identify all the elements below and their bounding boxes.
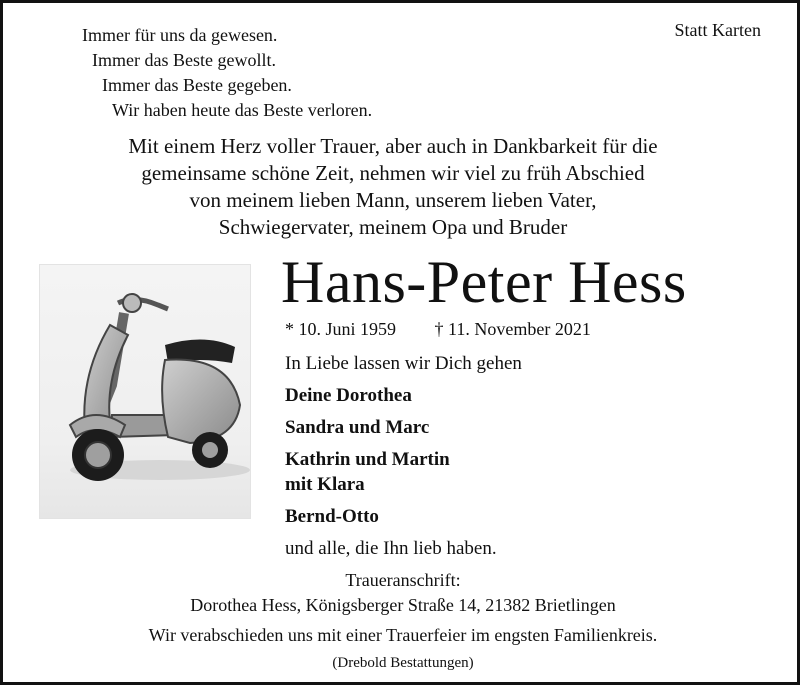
scooter-icon (40, 265, 250, 518)
intro-text (103, 133, 683, 241)
family-closing: und alle, die Ihn lieb haben. (285, 538, 497, 559)
intro-line: Mit einem Herz voller Trauer, aber auch in Dankbarkeit für die (128, 134, 658, 158)
death-date: † 11. November 2021 (434, 319, 591, 339)
family-member: Bernd-Otto (285, 506, 379, 527)
deceased-name: Hans-Peter Hess (281, 249, 687, 315)
poem-line: Immer das Beste gewollt. (92, 50, 276, 70)
poem-line: Immer für uns da gewesen. (82, 25, 278, 45)
family-member: Kathrin und Martin (285, 449, 450, 470)
family-member: Sandra und Marc (285, 417, 430, 438)
corner-label: Statt Karten (674, 20, 761, 40)
mourning-address: Dorothea Hess, Königsberger Straße 14, 21382 Brietlingen (190, 595, 616, 615)
family-signatures (285, 351, 522, 561)
address-label: Traueranschrift: (345, 570, 461, 590)
scooter-illustration (39, 264, 251, 519)
family-member: Deine Dorothea (285, 385, 412, 406)
intro-line: Schwiegervater, meinem Opa und Bruder (218, 215, 568, 239)
life-dates (285, 319, 591, 340)
undertaker: (Drebold Bestattungen) (332, 655, 474, 671)
birth-date: * 10. Juni 1959 (285, 319, 397, 339)
intro-line: gemeinsame schöne Zeit, nehmen wir viel zu früh Abschied (141, 161, 645, 185)
ceremony-note: Wir verabschieden uns mit einer Trauerfeier im engsten Familienkreis. (148, 625, 658, 645)
intro-line: von meinem lieben Mann, unserem lieben Vater, (189, 188, 597, 212)
poem-line: Wir haben heute das Beste verloren. (112, 100, 373, 120)
family-opening: In Liebe lassen wir Dich gehen (285, 353, 522, 374)
poem-line: Immer das Beste gegeben. (102, 75, 292, 95)
family-member: mit Klara (285, 474, 365, 495)
